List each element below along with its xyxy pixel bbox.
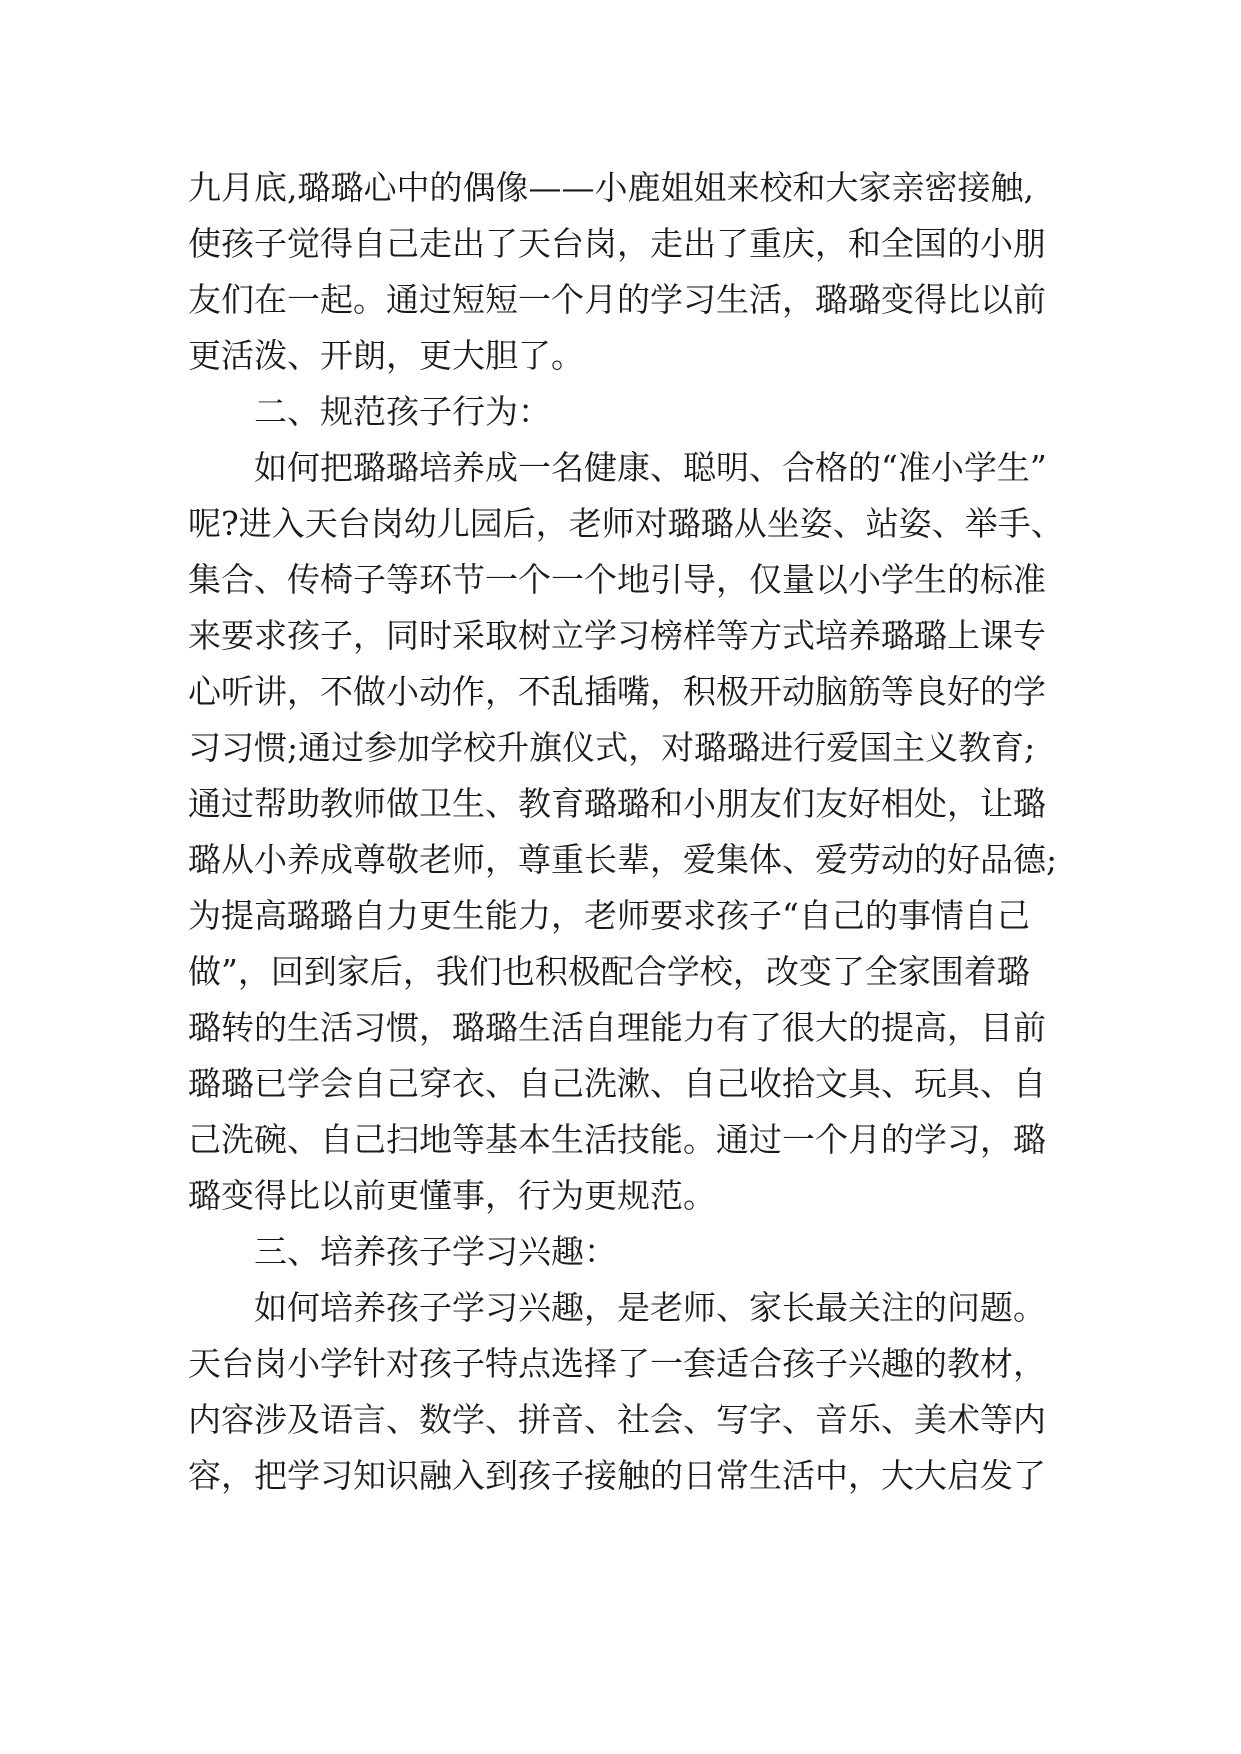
section-heading: 二、规范孩子行为： — [254, 392, 551, 431]
section-heading: 三、培养孩子学习兴趣： — [254, 1232, 617, 1271]
text-line: 己洗碗、自己扫地等基本生活技能。通过一个月的学习，璐 — [188, 1120, 1046, 1159]
text-line: 集合、传椅子等环节一个一个地引导，仅量以小学生的标准 — [188, 560, 1046, 599]
text-line: 璐变得比以前更懂事，行为更规范。 — [188, 1176, 716, 1215]
text-line: 璐转的生活习惯，璐璐生活自理能力有了很大的提高，目前 — [188, 1008, 1046, 1047]
text-line: 呢?进入天台岗幼儿园后，老师对璐璐从坐姿、站姿、举手、 — [188, 504, 1064, 543]
text-line: 做”，回到家后，我们也积极配合学校，改变了全家围着璐 — [188, 952, 1030, 991]
text-line: 如何把璐璐培养成一名健康、聪明、合格的“准小学生” — [254, 448, 1047, 487]
text-line: 九月底,璐璐心中的偶像——小鹿姐姐来校和大家亲密接触, — [188, 168, 1034, 207]
text-line: 天台岗小学针对孩子特点选择了一套适合孩子兴趣的教材， — [188, 1344, 1046, 1383]
text-line: 如何培养孩子学习兴趣，是老师、家长最关注的问题。 — [254, 1288, 1046, 1327]
text-line: 使孩子觉得自己走出了天台岗，走出了重庆，和全国的小朋 — [188, 224, 1046, 263]
text-line: 来要求孩子，同时采取树立学习榜样等方式培养璐璐上课专 — [188, 616, 1046, 655]
text-line: 内容涉及语言、数学、拼音、社会、写字、音乐、美术等内 — [188, 1400, 1046, 1439]
text-line: 心听讲，不做小动作，不乱插嘴，积极开动脑筋等良好的学 — [188, 672, 1046, 711]
text-line: 璐璐已学会自己穿衣、自己洗漱、自己收拾文具、玩具、自 — [188, 1064, 1046, 1103]
text-line: 通过帮助教师做卫生、教育璐璐和小朋友们友好相处，让璐 — [188, 784, 1046, 823]
text-line: 为提高璐璐自力更生能力，老师要求孩子“自己的事情自己 — [188, 896, 1030, 935]
text-line: 更活泼、开朗，更大胆了。 — [188, 336, 584, 375]
text-line: 璐从小养成尊敬老师，尊重长辈，爱集体、爱劳动的好品德; — [188, 840, 1058, 879]
text-line: 习习惯;通过参加学校升旗仪式，对璐璐进行爱国主义教育; — [188, 728, 1036, 767]
text-line: 友们在一起。通过短短一个月的学习生活，璐璐变得比以前 — [188, 280, 1046, 319]
text-line: 容，把学习知识融入到孩子接触的日常生活中，大大启发了 — [188, 1456, 1046, 1495]
